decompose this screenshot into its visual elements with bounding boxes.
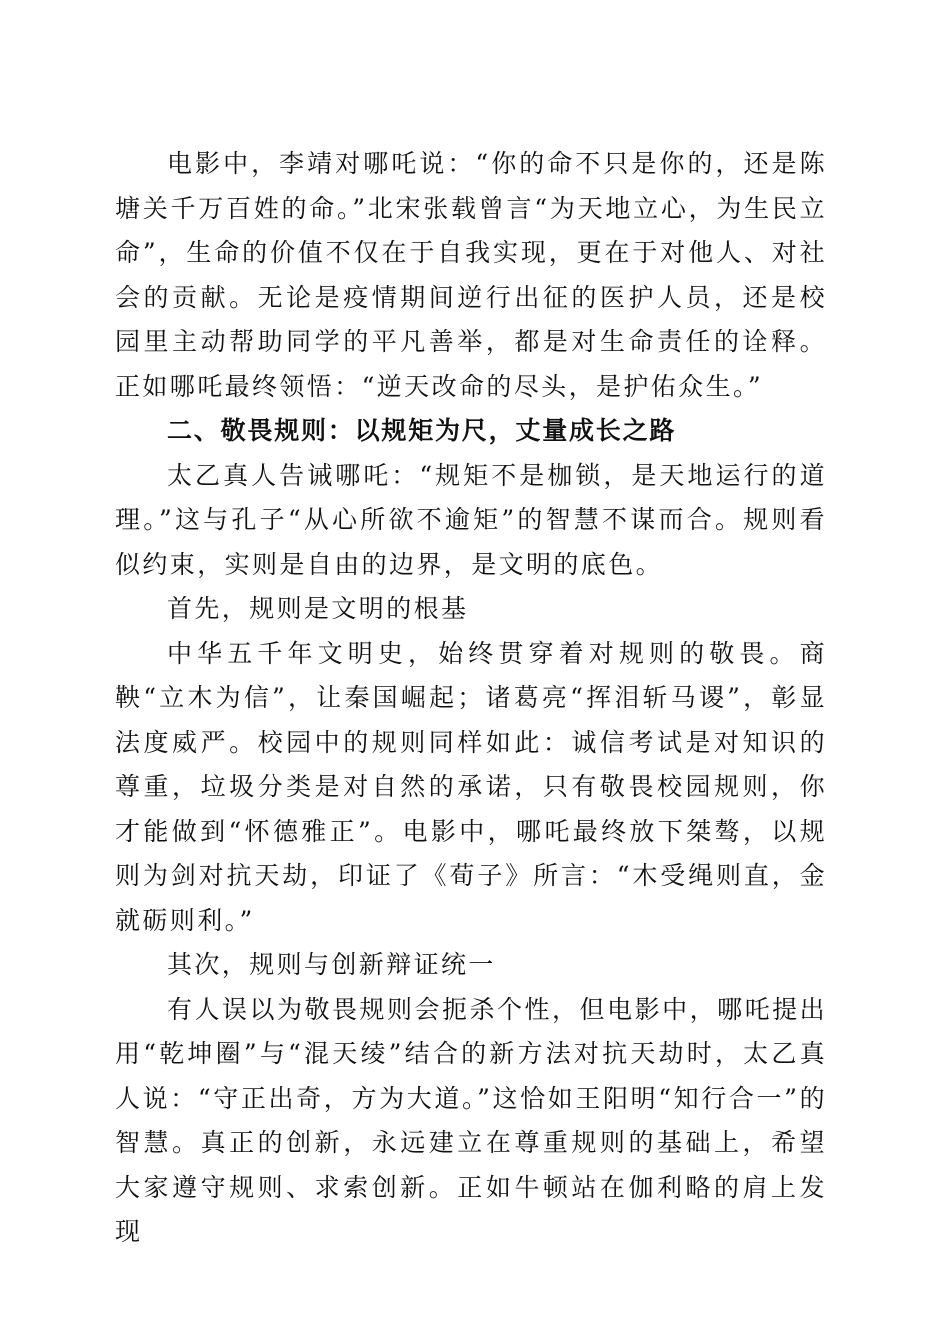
subheading-rules-foundation: 首先，规则是文明的根基 — [167, 594, 469, 623]
document-body — [115, 142, 827, 1255]
paragraph-innovation: 有人误以为敬畏规则会扼杀个性，但电影中，哪吒提出用“乾坤圈”与“混天绫”结合的新方法对抗天劫时，太乙真人说：“守正出奇，方为大道。”这恰如王阳明“知行合一”的智慧。真正的创新，永远建立在尊重规则的基础上，希望大家遵守规则、求索创新。正如牛顿站在伽利略的肩上发现 — [115, 994, 827, 1246]
subheading-rules-innovation: 其次，规则与创新辩证统一 — [167, 950, 496, 979]
paragraph-civilization-history: 中华五千年文明史，始终贯穿着对规则的敬畏。商鞅“立木为信”，让秦国崛起；诸葛亮“挥泪斩马谡”，彰显法度威严。校园中的规则同样如此：诚信考试是对知识的尊重，垃圾分类是对自然的承诺，只有敬畏校园规则，你才能做到“怀德雅正”。电影中，哪吒最终放下桀骜，以规则为剑对抗天劫，印证了《荀子》所言：“木受绳则直，金就砺则利。” — [115, 638, 827, 935]
paragraph-taiyi-advice: 太乙真人告诫哪吒：“规矩不是枷锁，是天地运行的道理。”这与孔子“从心所欲不逾矩”的智慧不谋而合。规则看似约束，实则是自由的边界，是文明的底色。 — [115, 460, 827, 579]
section-heading-respect-rules: 二、敬畏规则：以规矩为尺，丈量成长之路 — [167, 416, 677, 445]
paragraph-life-responsibility: 电影中，李靖对哪吒说：“你的命不只是你的，还是陈塘关千万百姓的命。”北宋张载曾言“为天地立心，为生民立命”，生命的价值不仅在于自我实现，更在于对他人、对社会的贡献。无论是疫情期间逆行出征的医护人员，还是校园里主动帮助同学的平凡善举，都是对生命责任的诠释。正如哪吒最终领悟：“逆天改命的尽头，是护佑众生。” — [115, 149, 827, 401]
